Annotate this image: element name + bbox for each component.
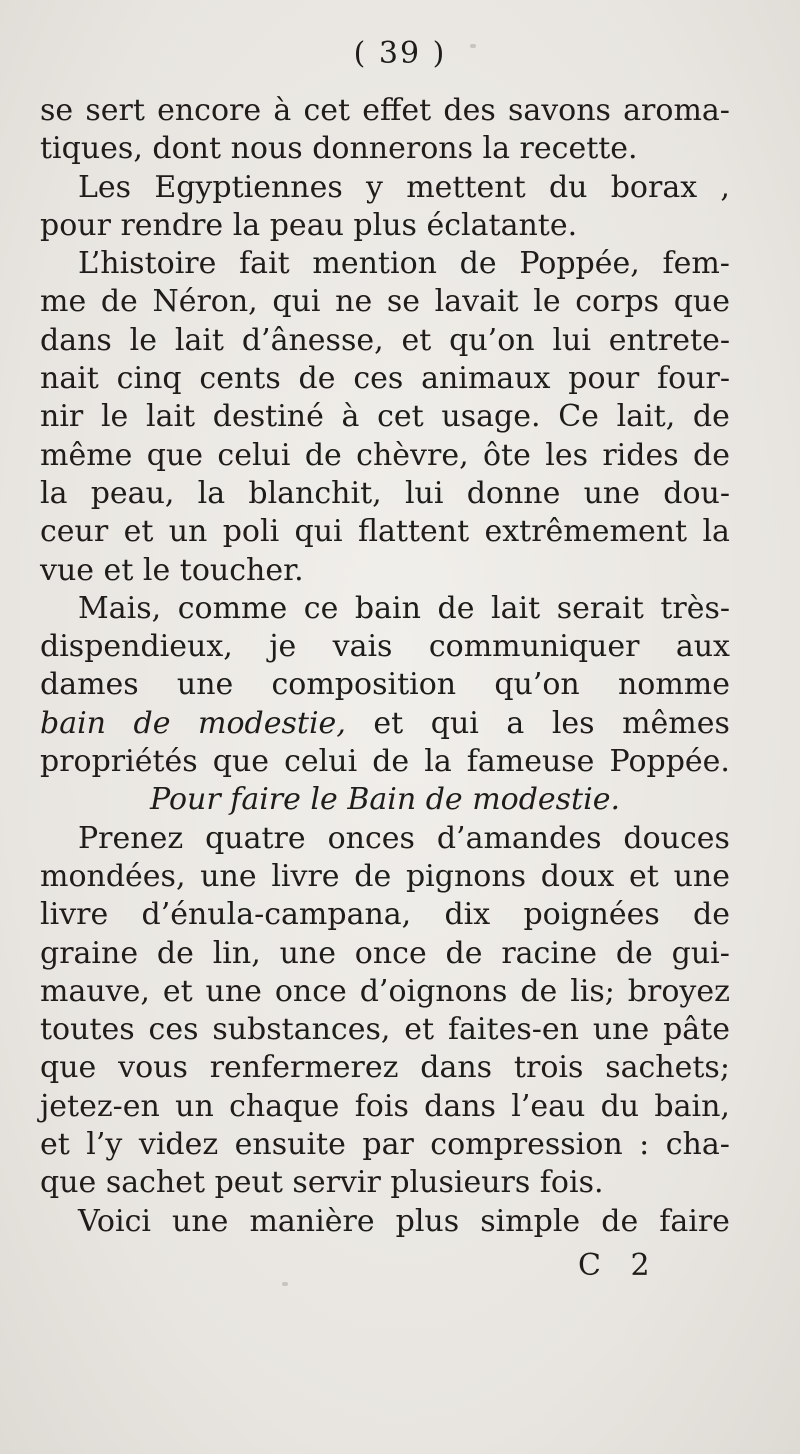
word: doux — [540, 858, 615, 894]
word: la — [702, 514, 730, 550]
word: Néron, — [152, 284, 258, 320]
word: une — [673, 858, 730, 894]
word: , — [720, 169, 730, 205]
word: rides — [602, 437, 679, 473]
text-line — [40, 475, 730, 513]
word: de — [304, 437, 342, 473]
word: de — [601, 1203, 639, 1239]
word: ce — [303, 590, 339, 626]
word: d’amandes — [436, 820, 602, 856]
word: lis; — [570, 973, 615, 1009]
word: Mais, — [78, 590, 162, 626]
word: fameuse — [466, 744, 595, 780]
word: substances, — [212, 1012, 391, 1048]
word: Ce — [558, 399, 599, 435]
text-line — [40, 552, 730, 590]
word: qu’on — [449, 322, 535, 358]
word: la — [40, 475, 68, 511]
word: compression — [430, 1127, 623, 1163]
word: la — [424, 744, 452, 780]
word: qu’on — [494, 667, 580, 703]
word: cha- — [665, 1127, 730, 1163]
word: savons — [507, 93, 611, 128]
word: et — [404, 1012, 435, 1048]
word: dans — [40, 322, 112, 358]
word: et — [373, 705, 404, 741]
word: poli — [222, 514, 280, 550]
word: d’oignons — [359, 973, 508, 1009]
text-segment: que sachet peut servir plusieurs fois. — [40, 1165, 604, 1201]
word: dames — [40, 667, 139, 703]
word: l’y — [86, 1127, 123, 1163]
word: lait — [145, 399, 196, 435]
word: Les — [78, 169, 132, 205]
text-segment: tiques, dont nous donnerons la recette. — [40, 131, 638, 167]
word: Poppée, — [519, 246, 640, 282]
word: L’histoire — [78, 246, 217, 282]
text-line — [40, 1126, 730, 1164]
word: chaque — [229, 1088, 340, 1124]
word: renfermerez — [209, 1050, 399, 1086]
word: nomme — [617, 667, 730, 703]
text-line — [40, 398, 730, 436]
text-line — [40, 743, 730, 781]
ink-speck — [282, 1282, 288, 1286]
word: nir — [40, 399, 84, 435]
word: : — [639, 1127, 650, 1163]
word: lavait — [434, 284, 519, 320]
word: graine — [40, 935, 139, 971]
text-line — [40, 283, 730, 321]
word: Voici — [78, 1203, 151, 1239]
word: simple — [480, 1203, 581, 1239]
word: lait — [491, 590, 541, 626]
word: poignées — [523, 897, 660, 933]
word: de — [692, 897, 730, 933]
word: fait — [239, 246, 290, 282]
word: aux — [675, 629, 730, 665]
text-line — [40, 360, 730, 398]
word: cet — [303, 93, 351, 128]
word: lui — [404, 475, 444, 511]
word: une — [200, 858, 257, 894]
text-line — [40, 1203, 730, 1241]
word: pâte — [663, 1012, 730, 1048]
word: once — [354, 935, 427, 971]
word: fois — [354, 1088, 409, 1124]
word: les — [551, 705, 595, 741]
word: le — [533, 284, 561, 320]
word: composition — [271, 667, 457, 703]
word: cents — [199, 361, 281, 397]
word: four- — [657, 361, 730, 397]
word: d’énula-campana, — [141, 897, 412, 933]
word: bain, — [654, 1088, 730, 1124]
word: celui — [217, 437, 291, 473]
word: onces — [327, 820, 415, 856]
word: dispendieux, — [40, 629, 233, 665]
text-line — [40, 628, 730, 666]
word: serait — [556, 590, 644, 626]
word: de — [692, 399, 730, 435]
text-segment: pour rendre la peau plus éclatante. — [40, 207, 578, 243]
text-line — [40, 858, 730, 896]
word: à — [273, 93, 292, 128]
text-segment: Pour faire le Bain de modestie. — [149, 782, 620, 818]
word: vous — [118, 1050, 188, 1086]
word: vais — [332, 629, 393, 665]
word: donne — [466, 475, 561, 511]
text-line — [40, 245, 730, 283]
word: de — [445, 935, 483, 971]
word: y — [366, 169, 383, 205]
word: très- — [660, 590, 730, 626]
word: dans — [420, 1050, 493, 1086]
word: ne — [335, 284, 373, 320]
word: pour — [568, 361, 640, 397]
word: flattent — [358, 514, 470, 550]
word: ôte — [483, 437, 531, 473]
word: dou- — [663, 475, 730, 511]
word: une — [592, 1012, 650, 1048]
word: jetez-en — [40, 1088, 160, 1124]
text-line — [40, 1049, 730, 1087]
word: une — [583, 475, 640, 511]
word: cet — [377, 399, 424, 435]
word: et — [123, 514, 154, 550]
word: se — [40, 93, 74, 128]
word: blanchit, — [248, 475, 382, 511]
text-line — [40, 590, 730, 628]
word: a — [506, 705, 525, 741]
word: l’eau — [511, 1088, 586, 1124]
text-line — [40, 666, 730, 704]
word: aroma- — [623, 93, 730, 128]
signature-mark: C 2 — [578, 1248, 660, 1283]
word: du — [600, 1088, 640, 1124]
word: gui- — [671, 935, 730, 971]
word: sert — [85, 93, 145, 128]
word: que — [212, 744, 270, 780]
word: une — [279, 935, 336, 971]
word: d’ânesse, — [241, 322, 384, 358]
word: nait — [40, 361, 99, 397]
word: de — [615, 935, 653, 971]
word: et — [162, 973, 193, 1009]
word: des — [443, 93, 496, 128]
word: effet — [362, 93, 432, 128]
word: de — [354, 858, 392, 894]
word: que — [146, 437, 204, 473]
word: peau, — [90, 475, 175, 511]
word: une — [172, 1203, 229, 1239]
text-line — [40, 973, 730, 1011]
text-line — [40, 169, 730, 207]
word: broyez — [627, 973, 730, 1009]
word: sachets; — [605, 1050, 730, 1086]
word: Poppée. — [609, 744, 730, 780]
word: ensuite — [234, 1127, 346, 1163]
word: communiquer — [428, 629, 640, 665]
word: Egyptiennes — [154, 169, 343, 205]
word: ceur — [40, 514, 109, 550]
text-line — [40, 207, 730, 245]
word: le — [100, 399, 129, 435]
word: mauve, — [40, 973, 150, 1009]
word: plus — [395, 1203, 460, 1239]
word: une — [176, 667, 234, 703]
word: faire — [659, 1203, 730, 1239]
text-line — [40, 1011, 730, 1049]
word: manière — [249, 1203, 375, 1239]
word: bain — [40, 705, 107, 741]
word: même — [40, 437, 133, 473]
word: once — [274, 973, 347, 1009]
word: bain — [354, 590, 421, 626]
word: de — [298, 361, 336, 397]
word: et — [629, 858, 659, 894]
word: livre — [271, 858, 340, 894]
word: cinq — [116, 361, 182, 397]
word: modestie, — [198, 705, 346, 741]
text-line — [40, 130, 730, 168]
word: que — [673, 284, 730, 320]
word: qui — [294, 514, 343, 550]
word: usage. — [441, 399, 541, 435]
word: ces — [353, 361, 404, 397]
word: je — [269, 629, 297, 665]
word: de — [520, 973, 558, 1009]
word: quatre — [205, 820, 306, 856]
text-line — [40, 935, 730, 973]
word: corps — [575, 284, 660, 320]
word: qui — [430, 705, 479, 741]
word: encore — [157, 93, 262, 128]
text-line — [40, 705, 730, 743]
word: la — [197, 475, 226, 511]
text-line — [40, 1164, 730, 1202]
word: videz — [138, 1127, 219, 1163]
word: de — [133, 705, 171, 741]
word: destiné — [212, 399, 324, 435]
text-segment: vue et le toucher. — [40, 552, 304, 588]
word: lin, — [212, 935, 261, 971]
word: se — [386, 284, 420, 320]
word: lait — [174, 322, 224, 358]
word: du — [548, 169, 588, 205]
word: racine — [501, 935, 598, 971]
text-line — [40, 322, 730, 360]
word: de — [693, 437, 730, 473]
text-line — [40, 1088, 730, 1126]
text-line — [40, 513, 730, 551]
word: un — [175, 1088, 214, 1124]
word: propriétés — [40, 744, 198, 780]
text-line — [40, 92, 730, 130]
word: lui — [552, 322, 591, 358]
word: de — [372, 744, 410, 780]
text-line — [40, 820, 730, 858]
word: celui — [284, 744, 358, 780]
word: une — [205, 973, 262, 1009]
word: dans — [424, 1088, 496, 1124]
word: lait, — [616, 399, 676, 435]
text-line — [40, 896, 730, 934]
word: pignons — [405, 858, 527, 894]
word: et — [40, 1127, 70, 1163]
word: dix — [444, 897, 491, 933]
text-line — [40, 781, 730, 819]
word: fem- — [662, 246, 730, 282]
word: Prenez — [78, 820, 184, 856]
word: de — [156, 935, 194, 971]
word: de — [437, 590, 475, 626]
word: mêmes — [622, 705, 730, 741]
word: faites-en — [447, 1012, 579, 1048]
page-number: ( 39 ) — [353, 36, 447, 71]
word: qui — [272, 284, 321, 320]
word: me — [40, 284, 87, 320]
word: trois — [513, 1050, 584, 1086]
word: un — [168, 514, 208, 550]
word: livre — [40, 897, 109, 933]
text-line — [40, 437, 730, 475]
word: extrêmement — [484, 514, 688, 550]
word: et — [401, 322, 432, 358]
word: que — [40, 1050, 97, 1086]
word: mettent — [406, 169, 526, 205]
body-text — [40, 92, 730, 1241]
word: ces — [148, 1012, 199, 1048]
word: de — [100, 284, 138, 320]
word: comme — [177, 590, 288, 626]
word: le — [129, 322, 158, 358]
word: par — [362, 1127, 414, 1163]
word: à — [341, 399, 360, 435]
word: entrete- — [608, 322, 730, 358]
word: mention — [312, 246, 437, 282]
word: douces — [623, 820, 730, 856]
word: mondées, — [40, 858, 186, 894]
word: animaux — [421, 361, 551, 397]
word: chèvre, — [356, 437, 469, 473]
word: les — [545, 437, 588, 473]
word: de — [459, 246, 497, 282]
word: borax — [610, 169, 698, 205]
word: toutes — [40, 1012, 135, 1048]
